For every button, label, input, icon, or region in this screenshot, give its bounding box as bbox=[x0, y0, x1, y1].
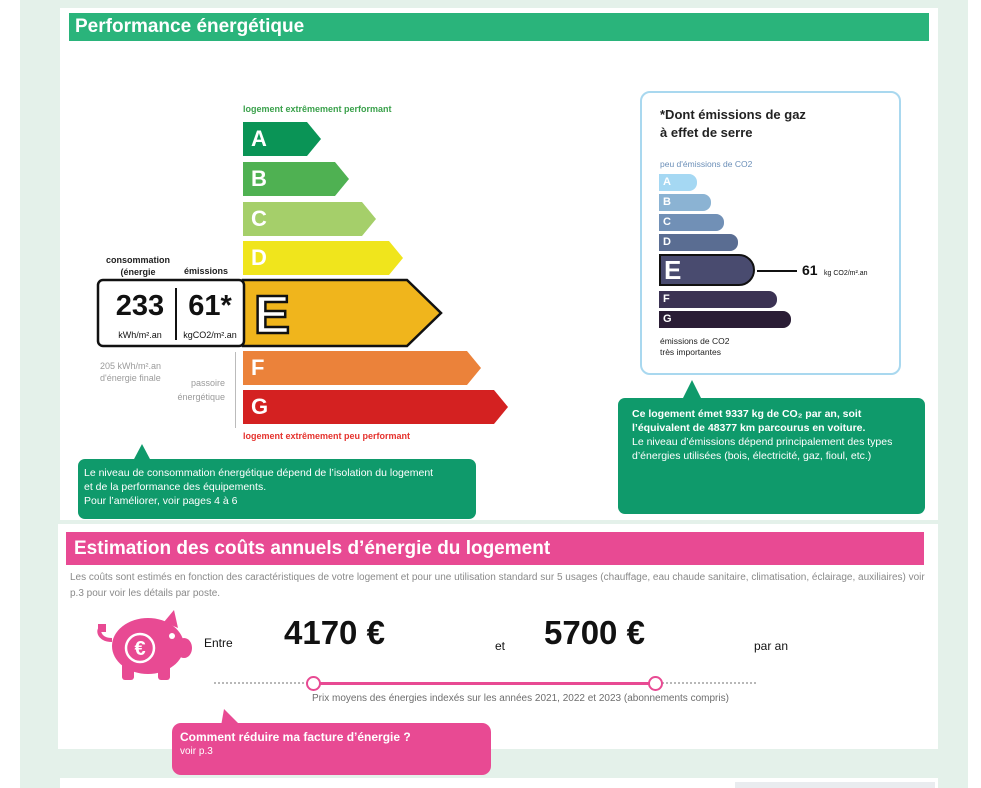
consumption-unit: kWh/m².an bbox=[118, 330, 162, 340]
dpe-class-b bbox=[243, 162, 349, 196]
svg-text:E: E bbox=[254, 285, 291, 341]
dpe-callout bbox=[78, 459, 476, 519]
costs-callout-link[interactable]: voir p.3 bbox=[180, 746, 213, 757]
passoire-divider bbox=[235, 352, 236, 428]
piggy-euro-symbol: € bbox=[134, 638, 146, 660]
costs-description: Les coûts sont estimés en fonction des caractéristiques de votre logement et pour une utilisation standard sur 5 usages (chauffage, eau chaude sanitaire, climatisation, éclairage, auxiliaires) voir p.3 pour voir les détails par poste. bbox=[70, 572, 925, 599]
ges-value: 61 bbox=[802, 262, 818, 278]
piggy-bank-icon bbox=[92, 608, 194, 682]
emissions-value: 61* bbox=[188, 290, 232, 322]
range-min-handle bbox=[306, 676, 321, 691]
dpe-class-letter: B bbox=[251, 166, 267, 191]
ges-bottom-label-2: très importantes bbox=[660, 347, 721, 357]
ges-class-g: G bbox=[659, 311, 791, 328]
dpe-class-c bbox=[243, 202, 376, 236]
costs-callout-title: Comment réduire ma facture d’énergie ? bbox=[180, 730, 411, 744]
range-max-handle bbox=[648, 676, 663, 691]
costs-title: Estimation des coûts annuels d’énergie du logement bbox=[66, 532, 924, 565]
ges-top-label: peu d'émissions de CO2 bbox=[660, 159, 753, 169]
consumption-header: consommation (énergie bbox=[105, 255, 170, 277]
ges-bottom-label-1: émissions de CO2 bbox=[660, 336, 730, 346]
costs-entre: Entre bbox=[204, 636, 233, 650]
dpe-bottom-label: logement extrêmement peu performant bbox=[243, 431, 411, 441]
dpe-class-a bbox=[243, 122, 321, 156]
costs-callout[interactable] bbox=[172, 723, 491, 775]
ges-callout-line-1: Ce logement émet 9337 kg de CO₂ par an, soit bbox=[632, 408, 862, 420]
performance-title: Performance énergétique bbox=[69, 13, 929, 41]
dpe-callout-line-1: Le niveau de consommation énergétique dépend de l’isolation du logement bbox=[84, 467, 434, 479]
ges-class-f: F bbox=[659, 291, 777, 308]
emissions-unit: kgCO2/m².an bbox=[183, 330, 237, 340]
range-fill bbox=[314, 682, 656, 685]
final-energy-label: 205 kWh/m².an d'énergie finale bbox=[100, 361, 162, 383]
dpe-class-d bbox=[243, 241, 403, 275]
dpe-callout-line-2: et de la performance des équipements. bbox=[84, 481, 267, 493]
ges-class-a: A bbox=[659, 174, 697, 191]
dpe-class-letter: C bbox=[251, 206, 267, 231]
ges-callout-line-3: Le niveau d’émissions dépend principalement des types bbox=[632, 436, 893, 448]
ges-title-line-1: *Dont émissions de gaz bbox=[660, 107, 806, 122]
costs-par-an: par an bbox=[754, 639, 789, 653]
dpe-class-letter: D bbox=[251, 245, 267, 270]
dpe-class-g bbox=[243, 390, 508, 424]
ges-unit: kg CO2/m².an bbox=[824, 270, 868, 277]
dpe-class-letter: G bbox=[251, 394, 269, 419]
ges-class-c: C bbox=[659, 214, 724, 231]
prices-note: Prix moyens des énergies indexés sur les années 2021, 2022 et 2023 (abonnements compris) bbox=[312, 693, 729, 704]
dpe-top-label: logement extrêmement performant bbox=[243, 104, 392, 114]
ges-callout-line-2: l’équivalent de 48377 km parcourus en voiture. bbox=[632, 422, 866, 434]
dpe-class-f bbox=[243, 351, 481, 385]
ges-callout-pointer bbox=[682, 379, 702, 399]
dpe-class-letter: A bbox=[251, 126, 267, 151]
ges-class-d: D bbox=[659, 234, 738, 251]
passoire-label: passoire énergétique bbox=[177, 378, 225, 402]
ges-callout bbox=[618, 398, 925, 514]
ges-callout-line-4: d’énergies utilisées (bois, électricité, gaz, fioul, etc.) bbox=[632, 450, 872, 462]
next-section-strip bbox=[735, 782, 935, 788]
costs-max: 5700 € bbox=[544, 614, 645, 651]
current-class-letter bbox=[250, 283, 294, 341]
ges-class-b: B bbox=[659, 194, 711, 211]
dpe-class-letter: F bbox=[251, 355, 265, 380]
ges-title-line-2: à effet de serre bbox=[660, 125, 753, 140]
costs-min: 4170 € bbox=[284, 614, 385, 651]
ges-value-line bbox=[757, 270, 797, 272]
costs-et: et bbox=[495, 639, 506, 653]
consumption-value: 233 bbox=[115, 290, 165, 322]
ges-class-e: E bbox=[659, 254, 755, 286]
ges-bottom-label bbox=[660, 336, 729, 358]
ges-title bbox=[660, 106, 806, 142]
emissions-header: émissions bbox=[184, 266, 229, 276]
dpe-callout-line-3: Pour l’améliorer, voir pages 4 à 6 bbox=[84, 495, 238, 507]
